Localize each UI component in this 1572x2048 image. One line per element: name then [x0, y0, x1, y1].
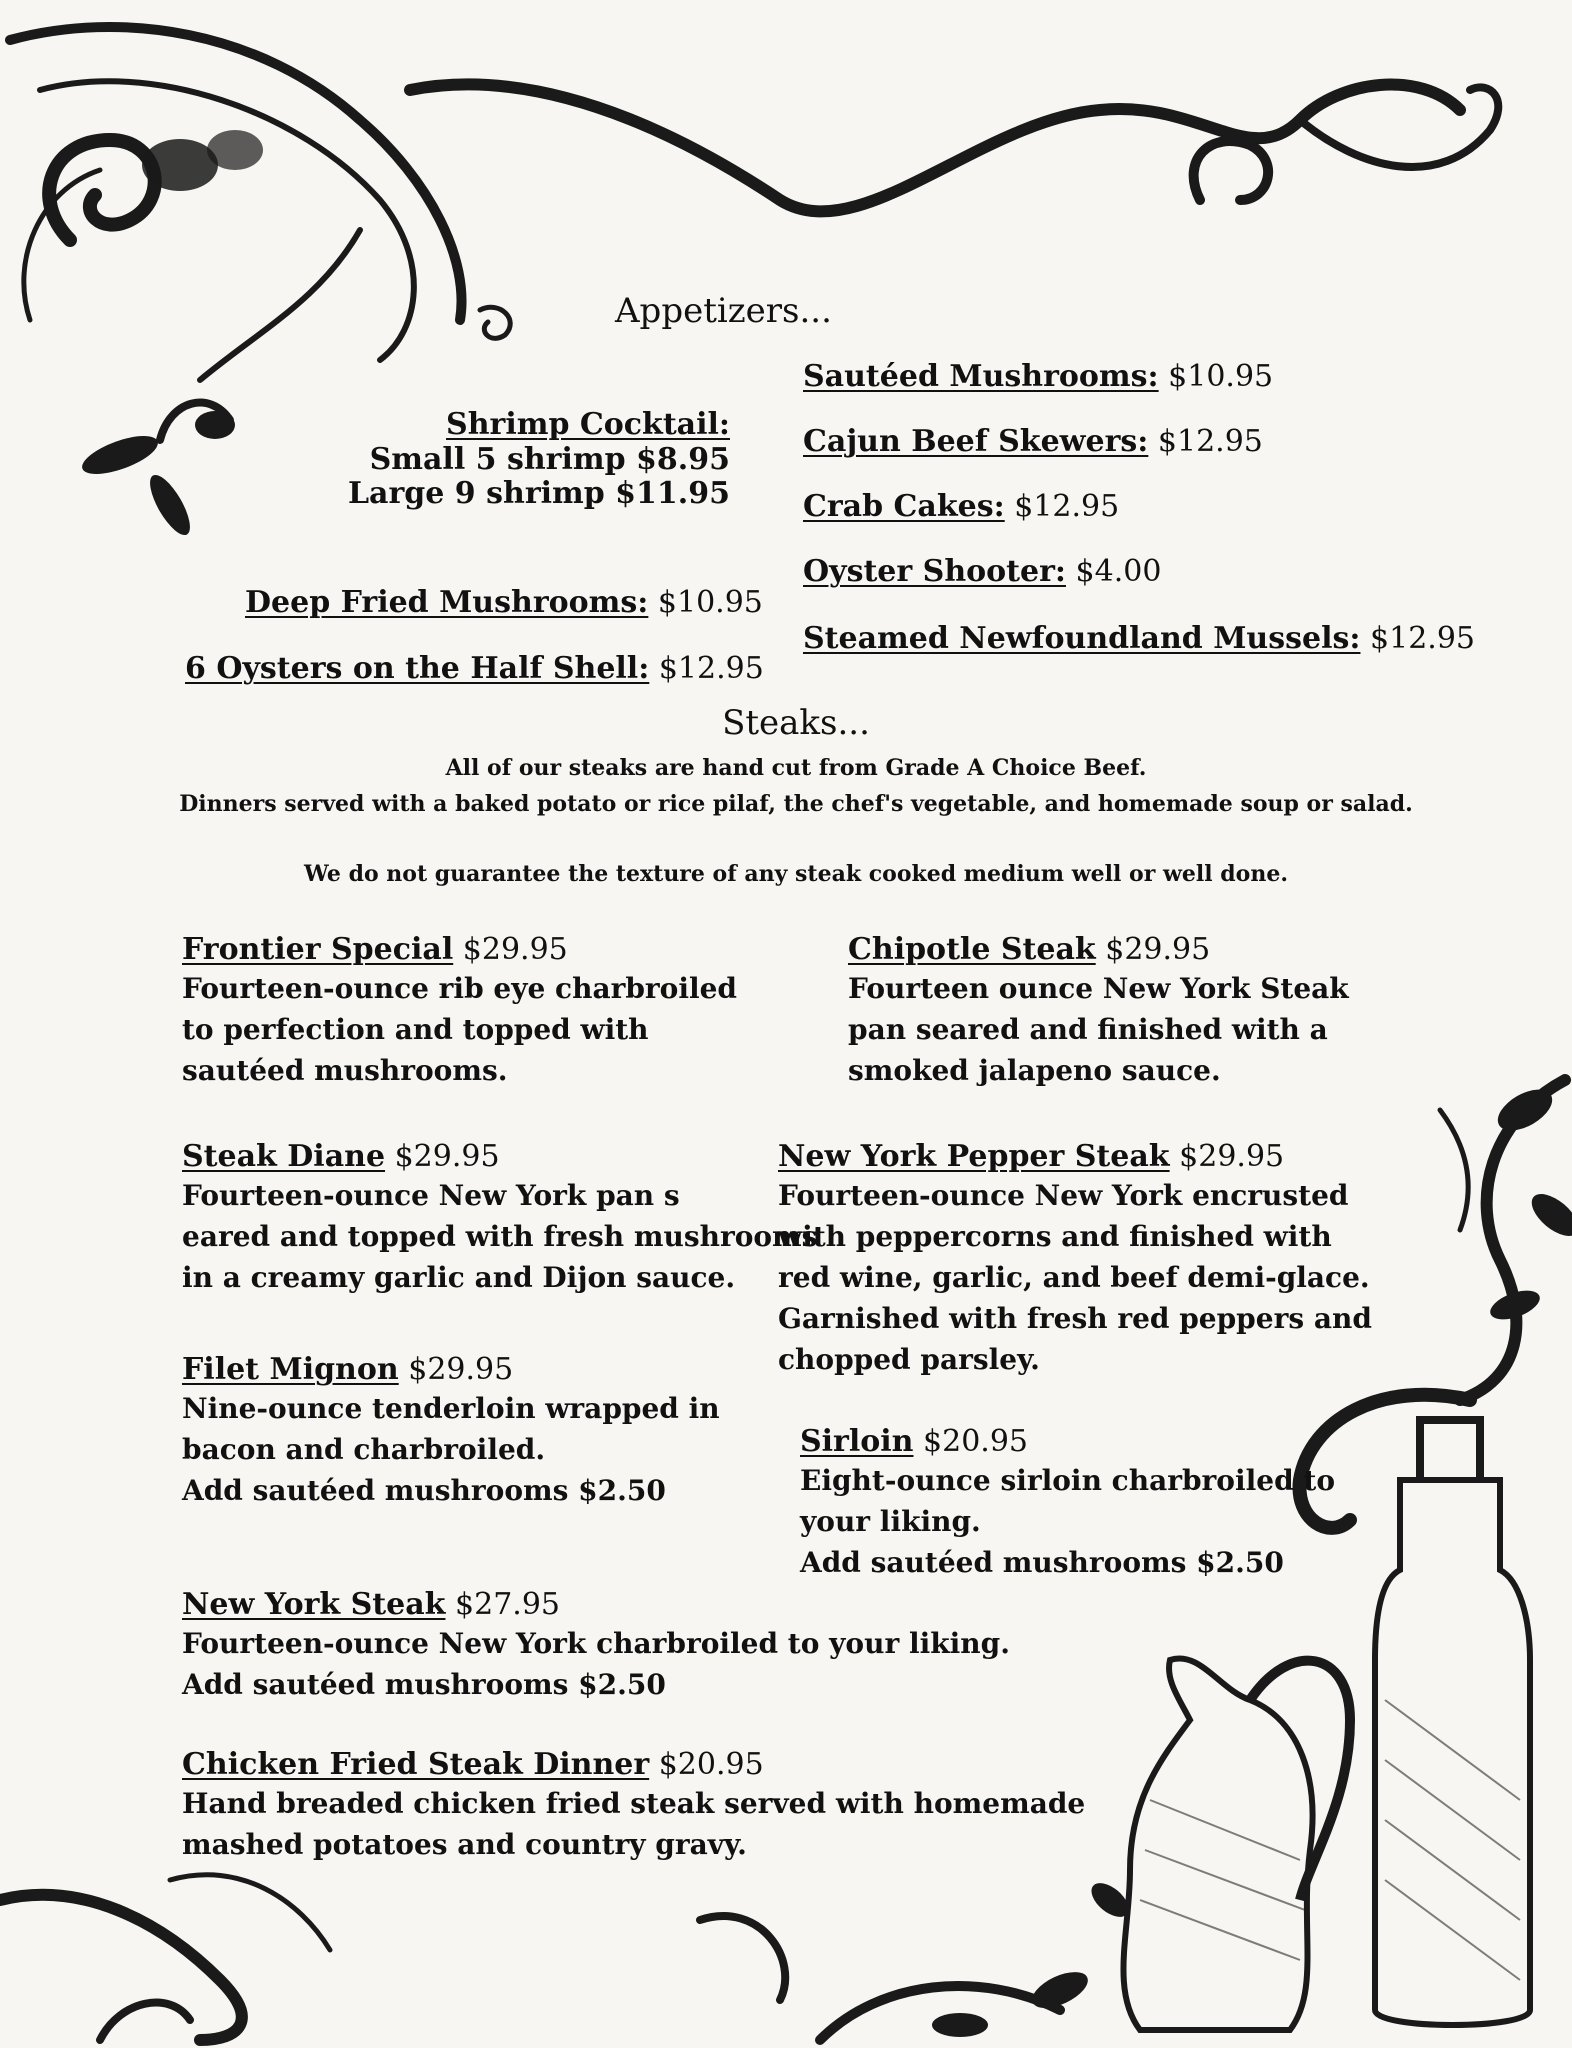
- item-desc-line: in a creamy garlic and Dijon sauce.: [182, 1260, 736, 1294]
- item-name: Crab Cakes:: [803, 489, 1005, 524]
- item-name: Cajun Beef Skewers:: [803, 424, 1149, 459]
- item-desc-line: Add sautéed mushrooms $2.50: [182, 1473, 666, 1507]
- item-desc-line: Nine-ounce tenderloin wrapped in: [182, 1391, 720, 1425]
- item-name: Sirloin: [800, 1424, 914, 1459]
- item-name: 6 Oysters on the Half Shell:: [185, 651, 650, 686]
- steak-new-york: [182, 1588, 1010, 1705]
- item-price: $20.95: [658, 1747, 764, 1782]
- item-desc-line: to perfection and topped with: [182, 1012, 649, 1046]
- item-desc-line: eared and topped with fresh mushrooms: [182, 1219, 818, 1253]
- shrimp-cocktail-large: Large 9 shrimp $11.95: [347, 476, 730, 511]
- item-name: Sautéed Mushrooms:: [803, 359, 1159, 394]
- steak-new-york-pepper: [778, 1140, 1372, 1380]
- appetizer-sauteed-mushrooms: [803, 360, 1273, 395]
- appetizer-steamed-mussels: [803, 622, 1475, 657]
- shrimp-cocktail-small: Small 5 shrimp $8.95: [369, 441, 730, 477]
- item-desc-line: Fourteen-ounce New York charbroiled to your liking.: [182, 1626, 1010, 1660]
- steak-chipotle: [848, 933, 1349, 1091]
- item-price: $4.00: [1075, 554, 1162, 589]
- item-name: New York Steak: [182, 1587, 446, 1622]
- item-name: Steamed Newfoundland Mussels:: [803, 621, 1361, 656]
- item-desc-line: smoked jalapeno sauce.: [848, 1053, 1221, 1087]
- steaks-note-texture: We do not guarantee the texture of any steak cooked medium well or well done.: [304, 861, 1288, 887]
- item-desc-line: Fourteen-ounce New York encrusted: [778, 1178, 1349, 1212]
- item-name: Oyster Shooter:: [803, 554, 1066, 589]
- appetizer-crab-cakes: [803, 490, 1119, 525]
- steaks-note-grade: All of our steaks are hand cut from Grade A Choice Beef.: [445, 755, 1147, 781]
- shrimp-cocktail-title: Shrimp Cocktail:: [446, 407, 730, 442]
- item-desc-line: Fourteen-ounce New York pan s: [182, 1178, 680, 1212]
- steak-chicken-fried: [182, 1748, 1085, 1865]
- item-price: $29.95: [394, 1139, 500, 1174]
- item-desc-line: Fourteen-ounce rib eye charbroiled: [182, 971, 738, 1005]
- item-price: $29.95: [1105, 932, 1211, 967]
- steak-sirloin: [800, 1425, 1335, 1583]
- item-price: $12.95: [1157, 424, 1263, 459]
- appetizer-deep-fried-mushrooms: [245, 586, 763, 621]
- item-desc-line: sautéed mushrooms.: [182, 1053, 508, 1087]
- item-name: Frontier Special: [182, 932, 454, 967]
- item-desc-line: your liking.: [800, 1504, 981, 1538]
- steaks-heading: Steaks...: [722, 703, 870, 743]
- item-desc-line: Hand breaded chicken fried steak served with homemade: [182, 1786, 1086, 1820]
- item-desc-line: Add sautéed mushrooms $2.50: [800, 1545, 1284, 1579]
- shrimp-cocktail-block: [330, 408, 730, 512]
- appetizer-cajun-beef-skewers: [803, 425, 1263, 460]
- item-name: Steak Diane: [182, 1139, 386, 1174]
- item-desc-line: pan seared and finished with a: [848, 1012, 1328, 1046]
- item-name: Chicken Fried Steak Dinner: [182, 1747, 650, 1782]
- item-desc-line: Eight-ounce sirloin charbroiled to: [800, 1463, 1336, 1497]
- appetizers-heading: Appetizers...: [615, 291, 832, 331]
- item-desc-line: mashed potatoes and country gravy.: [182, 1827, 747, 1861]
- steak-filet-mignon: [182, 1353, 720, 1511]
- item-price: $12.95: [658, 651, 764, 686]
- item-price: $10.95: [1168, 359, 1274, 394]
- item-desc-line: with peppercorns and finished with: [778, 1219, 1332, 1253]
- item-desc-line: chopped parsley.: [778, 1342, 1040, 1376]
- steak-diane: [182, 1140, 817, 1298]
- item-name: Filet Mignon: [182, 1352, 399, 1387]
- steak-frontier-special: [182, 933, 737, 1091]
- item-desc-line: Garnished with fresh red peppers and: [778, 1301, 1372, 1335]
- item-desc-line: Fourteen ounce New York Steak: [848, 971, 1349, 1005]
- appetizer-oyster-shooter: [803, 555, 1161, 590]
- item-price: $29.95: [462, 932, 568, 967]
- appetizer-oysters-half-shell: [185, 652, 764, 687]
- item-price: $12.95: [1014, 489, 1120, 524]
- item-price: $20.95: [923, 1424, 1029, 1459]
- steaks-note-sides: Dinners served with a baked potato or rice pilaf, the chef's vegetable, and homemade soup or salad.: [179, 791, 1413, 817]
- item-price: $29.95: [408, 1352, 514, 1387]
- item-desc-line: red wine, garlic, and beef demi-glace.: [778, 1260, 1370, 1294]
- item-price: $12.95: [1370, 621, 1475, 656]
- item-desc-line: Add sautéed mushrooms $2.50: [182, 1667, 666, 1701]
- item-name: New York Pepper Steak: [778, 1139, 1170, 1174]
- item-name: Deep Fried Mushrooms:: [245, 585, 649, 620]
- item-name: Chipotle Steak: [848, 932, 1096, 967]
- item-price: $29.95: [1179, 1139, 1285, 1174]
- item-price: $27.95: [455, 1587, 560, 1622]
- item-price: $10.95: [657, 585, 763, 620]
- item-desc-line: bacon and charbroiled.: [182, 1432, 546, 1466]
